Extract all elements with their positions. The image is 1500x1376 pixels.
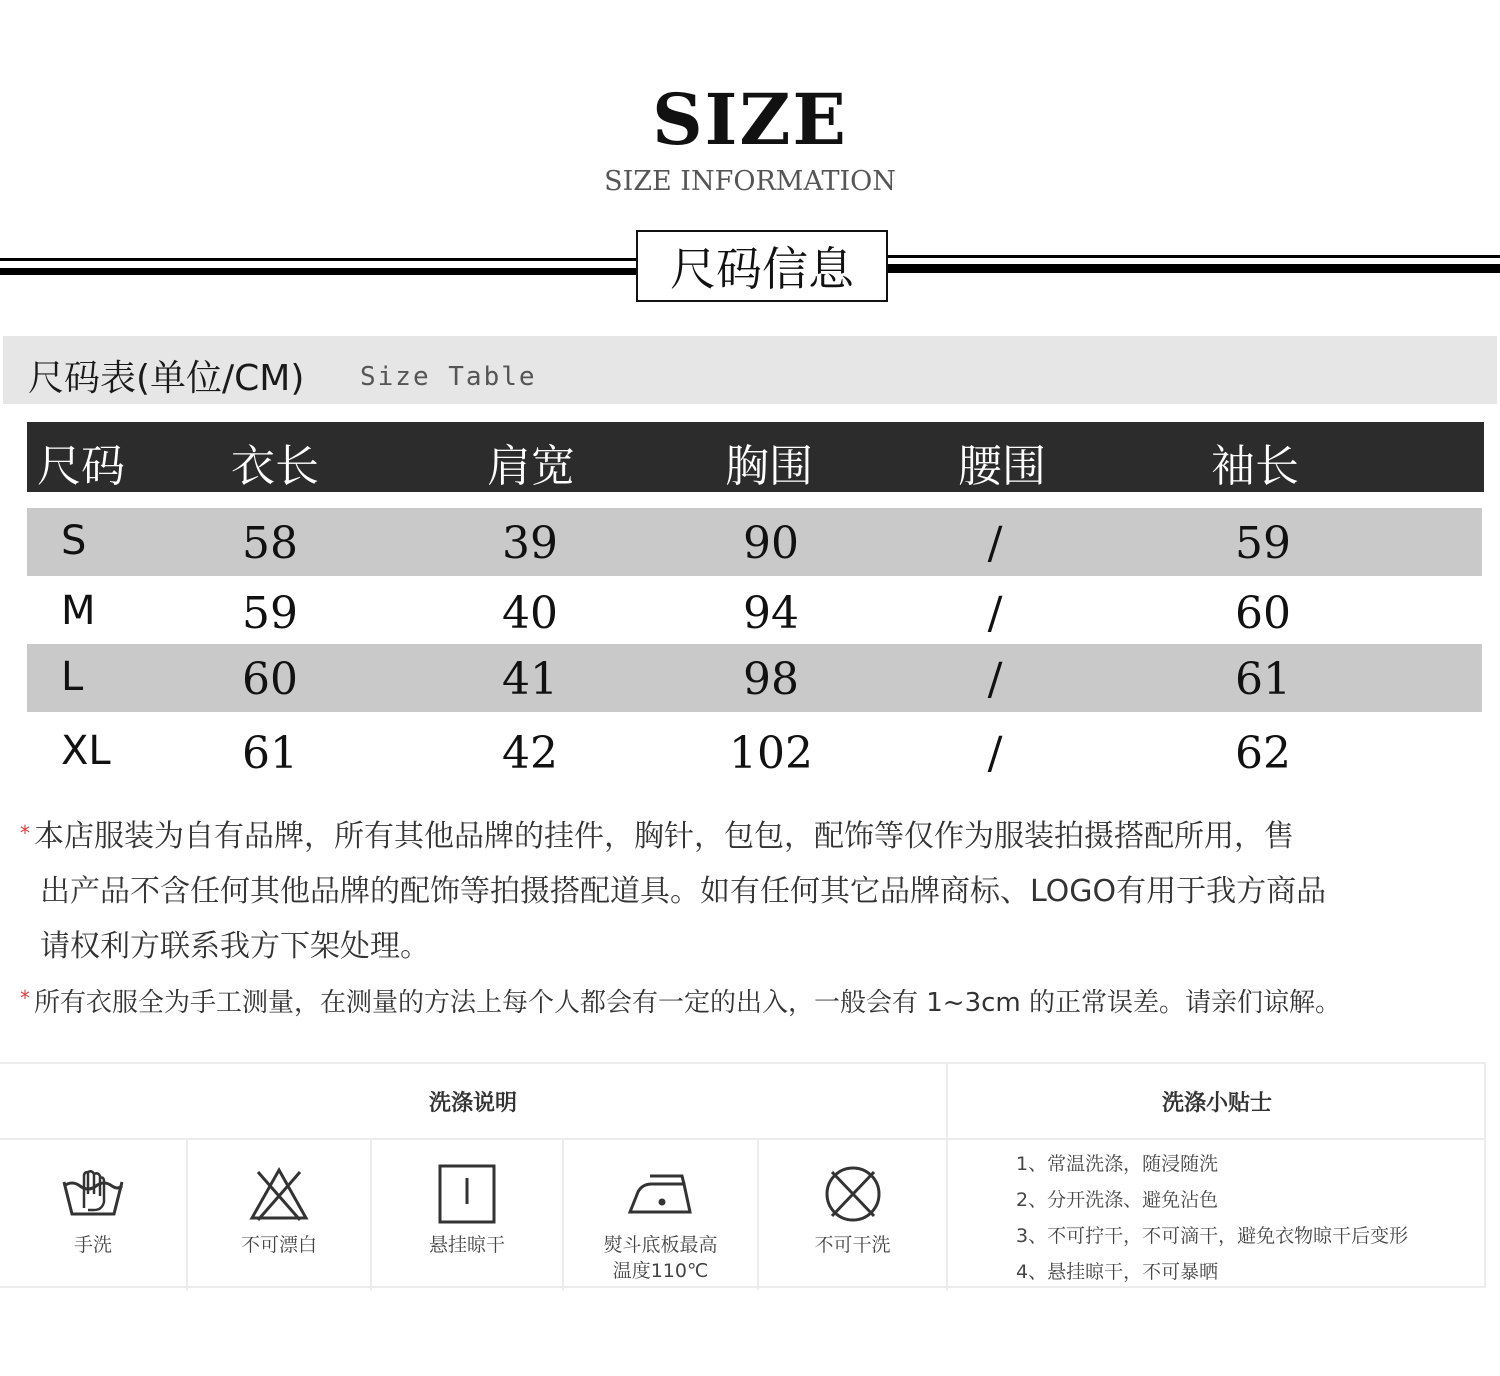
- cell-sleeve: 62: [1235, 728, 1291, 779]
- column-header-shoulder: 肩宽: [487, 441, 575, 492]
- brand-disclaimer: [20, 806, 1490, 974]
- right-rule-thin: [888, 255, 1500, 258]
- page-subtitle: SIZE INFORMATION: [604, 166, 896, 197]
- care-label-2: 温度110℃: [612, 1260, 709, 1282]
- disclaimer-line-1: 本店服装为自有品牌，所有其他品牌的挂件，胸针，包包，配饰等仅作为服装拍摄搭配所用，售: [34, 819, 1294, 854]
- cell-waist: /: [987, 654, 1003, 705]
- column-header-chest: 胸围: [725, 441, 813, 492]
- table-row: [27, 718, 1482, 786]
- care-tip: 4、悬挂晾干，不可暴晒: [1016, 1261, 1219, 1283]
- cell-waist: /: [987, 728, 1003, 779]
- care-tips-list: [1016, 1146, 1408, 1290]
- cell-chest: 90: [743, 518, 799, 569]
- table-row: [27, 508, 1482, 576]
- table-banner: [3, 336, 1497, 404]
- left-rule-thin: [0, 258, 636, 261]
- cell-shoulder: 39: [502, 518, 558, 569]
- hand-wash-icon: [58, 1162, 128, 1226]
- cell-length: 60: [242, 654, 298, 705]
- measurement-text: 所有衣服全为手工测量，在测量的方法上每个人都会有一定的出入，一般会有 1~3cm 的正常误差。请亲们谅解。: [34, 988, 1342, 1018]
- cell-size: M: [61, 588, 96, 634]
- table-header: [27, 422, 1484, 492]
- care-item-hang-dry: [372, 1140, 562, 1290]
- care-label: 不可干洗: [814, 1234, 891, 1256]
- column-header-size: 尺码: [37, 441, 125, 492]
- note-star: *: [20, 821, 30, 845]
- hang-dry-icon: [432, 1162, 502, 1226]
- care-tips-title: 洗涤小贴士: [1161, 1090, 1272, 1116]
- cell-waist: /: [987, 588, 1003, 639]
- cell-shoulder: 40: [502, 588, 558, 639]
- care-item-hand-wash: [0, 1140, 186, 1290]
- care-label: 手洗: [73, 1234, 112, 1256]
- cell-length: 58: [242, 518, 298, 569]
- cell-sleeve: 61: [1235, 654, 1291, 705]
- cell-shoulder: 42: [502, 728, 558, 779]
- cell-sleeve: 59: [1235, 518, 1291, 569]
- section-badge: 尺码信息: [636, 230, 888, 302]
- cell-chest: 94: [743, 588, 799, 639]
- care-item-iron: [564, 1140, 757, 1290]
- cell-size: S: [61, 518, 87, 564]
- care-tip: 2、分开洗涤、避免沾色: [1016, 1189, 1219, 1211]
- measurement-note: [20, 982, 1490, 1019]
- care-item-no-bleach: [188, 1140, 370, 1290]
- cell-size: L: [61, 654, 84, 700]
- care-item-no-dry-clean: [759, 1140, 946, 1290]
- cell-shoulder: 41: [502, 654, 558, 705]
- table-row: [27, 644, 1482, 712]
- cell-length: 59: [242, 588, 298, 639]
- column-header-length: 衣长: [231, 441, 319, 492]
- disclaimer-line-2: 出产品不含任何其他品牌的配饰等拍摄搭配道具。如有任何其它品牌商标、LOGO有用于我方商品: [40, 874, 1327, 909]
- left-rule-thick: [0, 268, 636, 275]
- care-tip: 3、不可拧干，不可滴干，避免衣物晾干后变形: [1016, 1225, 1409, 1247]
- cell-size: XL: [61, 728, 111, 774]
- care-label: 不可漂白: [240, 1234, 317, 1256]
- cell-waist: /: [987, 518, 1003, 569]
- disclaimer-line-3: 请权利方联系我方下架处理。: [40, 929, 430, 964]
- care-label: 悬挂晾干: [428, 1234, 505, 1256]
- no-bleach-icon: [244, 1162, 314, 1226]
- cell-length: 61: [242, 728, 298, 779]
- column-header-waist: 腰围: [958, 441, 1046, 492]
- table-row: [27, 578, 1482, 646]
- care-label: 熨斗底板最高: [603, 1234, 718, 1256]
- note-star: *: [20, 986, 30, 1010]
- care-tip: 1、常温洗涤，随浸随洗: [1016, 1153, 1219, 1175]
- page-title: SIZE: [652, 78, 848, 161]
- cell-sleeve: 60: [1235, 588, 1291, 639]
- column-header-sleeve: 袖长: [1211, 441, 1299, 492]
- cell-chest: 102: [729, 728, 813, 779]
- banner-subtitle: Size Table: [360, 362, 537, 392]
- cell-chest: 98: [743, 654, 799, 705]
- no-dry-clean-icon: [818, 1162, 888, 1226]
- care-instructions-title: 洗涤说明: [428, 1090, 517, 1116]
- banner-title: 尺码表(单位/CM): [28, 358, 305, 399]
- right-rule-thick: [888, 264, 1500, 273]
- iron-low-icon: [626, 1162, 696, 1226]
- divider: [946, 1064, 948, 1290]
